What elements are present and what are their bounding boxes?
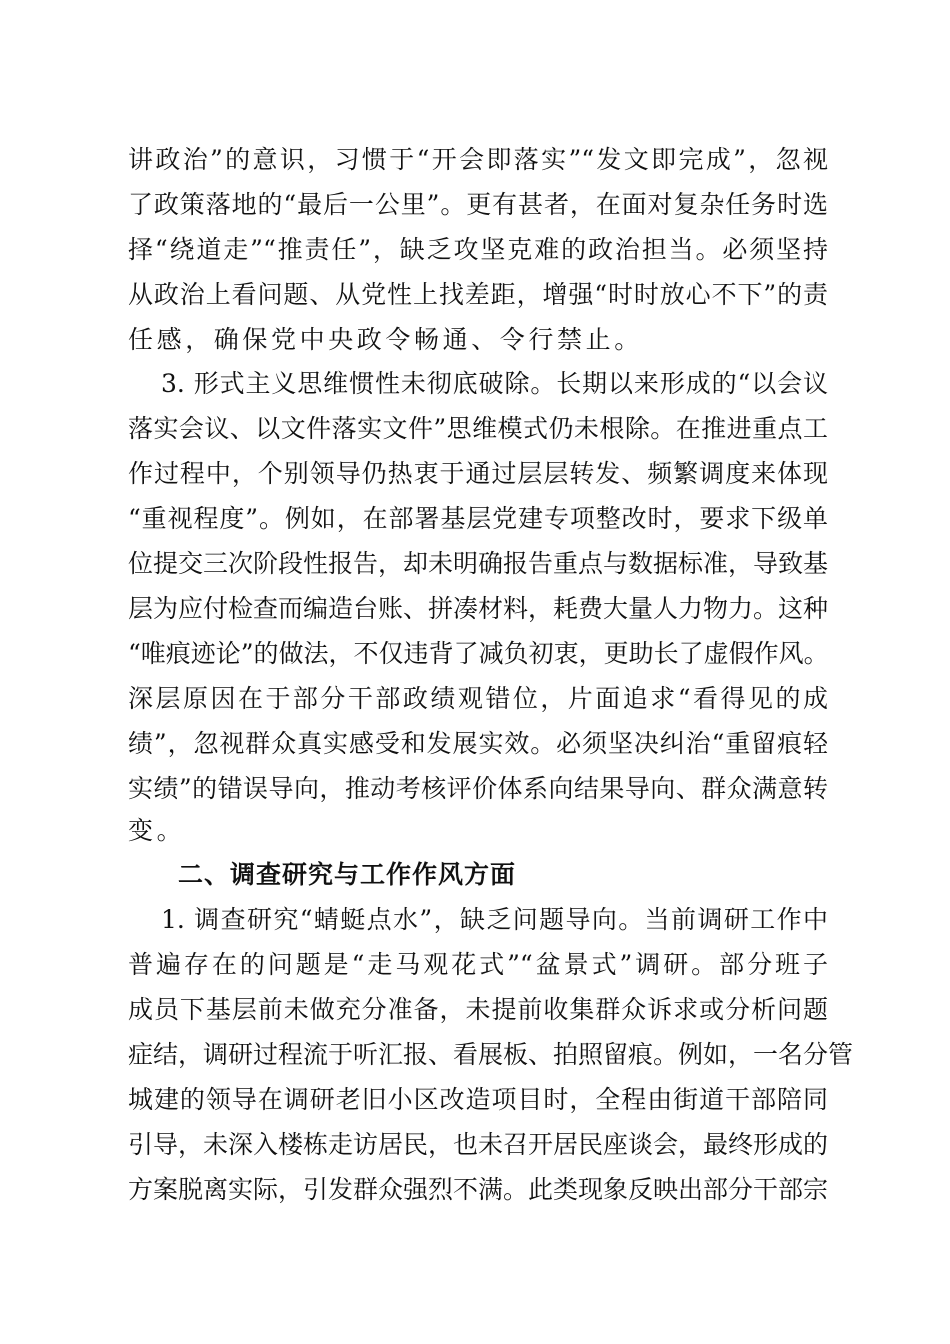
- text-line: 实绩”的错误导向，推动考核评价体系向结果导向、群众满意转: [128, 774, 828, 803]
- text-line: 作过程中，个别领导仍热衷于通过层层转发、频繁调度来体现: [128, 459, 828, 488]
- text-line: 普遍存在的问题是“走马观花式”“盆景式”调研。部分班子: [128, 950, 828, 979]
- text-line: “重视程度”。例如，在部署基层党建专项整改时，要求下级单: [128, 504, 828, 533]
- text-line: 症结，调研过程流于听汇报、看展板、拍照留痕。例如，一名分管: [128, 1040, 854, 1069]
- text-line: 绩”，忽视群众真实感受和发展实效。必须坚决纠治“重留痕轻: [128, 729, 828, 758]
- text-line: 从政治上看问题、从党性上找差距，增强“时时放心不下”的责: [128, 280, 828, 309]
- text-line: 讲政治”的意识，习惯于“开会即落实”“发文即完成”，忽视: [128, 145, 828, 174]
- text-line: “唯痕迹论”的做法，不仅违背了减负初衷，更助长了虚假作风。: [128, 639, 829, 668]
- text-line: 深层原因在于部分干部政绩观错位，片面追求“看得见的成: [128, 684, 828, 713]
- text-line: 方案脱离实际，引发群众强烈不满。此类现象反映出部分干部宗: [128, 1175, 829, 1204]
- text-line: 层为应付检查而编造台账、拼凑材料，耗费大量人力物力。这种: [128, 594, 829, 623]
- text-line: 落实会议、以文件落实文件”思维模式仍未根除。在推进重点工: [128, 414, 828, 443]
- text-line: 引导，未深入楼栋走访居民，也未召开居民座谈会，最终形成的: [128, 1130, 829, 1159]
- text-line: 城建的领导在调研老旧小区改造项目时，全程由街道干部陪同: [128, 1085, 828, 1114]
- text-line: 位提交三次阶段性报告，却未明确报告重点与数据标准，导致基: [128, 549, 829, 578]
- text-line: 变。: [128, 816, 186, 845]
- text-line: 任感，确保党中央政令畅通、令行禁止。: [128, 325, 643, 354]
- section-heading: 二、调查研究与工作作风方面: [178, 860, 517, 889]
- text-line: 择“绕道走”“推责任”，缺乏攻坚克难的政治担当。必须坚持: [128, 235, 828, 264]
- text-line: 成员下基层前未做充分准备，未提前收集群众诉求或分析问题: [128, 995, 828, 1024]
- text-line: 了政策落地的“最后一公里”。更有甚者，在面对复杂任务时选: [128, 190, 828, 219]
- paragraph-first-line: 3. 形式主义思维惯性未彻底破除。长期以来形成的“以会议: [161, 369, 828, 398]
- paragraph-first-line: 1. 调查研究“蜻蜓点水”，缺乏问题导向。当前调研工作中: [161, 905, 828, 934]
